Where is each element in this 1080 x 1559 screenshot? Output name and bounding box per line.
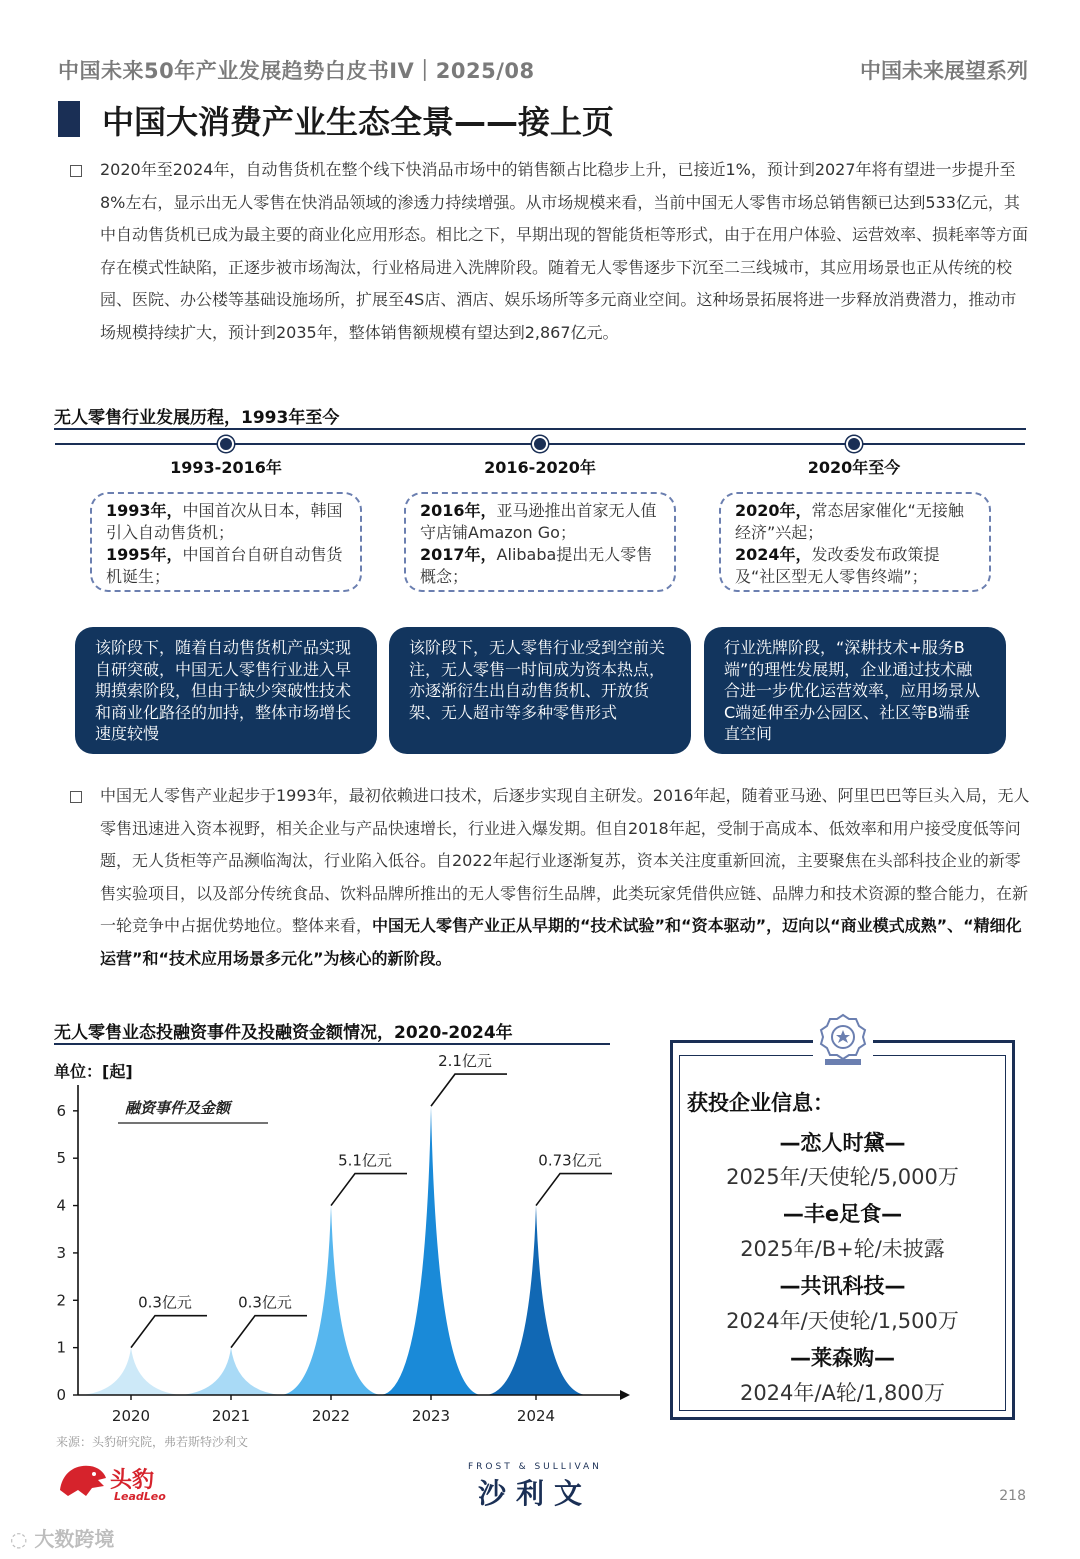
chart-amount-label: 0.3亿元 xyxy=(138,1293,192,1312)
timeline-events-3 xyxy=(719,492,991,592)
event-text: 常态居家催化“无接触经济”兴起； xyxy=(735,501,964,542)
company-funding: 2024年/A轮/1,800万 xyxy=(739,1381,946,1405)
chart-y-tick-label: 6 xyxy=(56,1101,66,1120)
chart-y-tick-label: 0 xyxy=(56,1386,66,1404)
history-text: 中国无人零售产业起步于1993年，最初依赖进口技术，后逐步实现自主研发。2016年起，随着亚马逊、阿里巴巴等巨头入局，无人零售迅速进入资本视野，相关企业与产品快速增长，行业进入爆发期。但自2018年起，受制于高成本、低效率和用户接受度低等问题，无人货柜等产品濒临淘汰，行业陷入低谷。自2022年起行业逐渐复苏，资本关注度重新回流，主要聚焦在头部科技企业的新零售实验项目，以及部分传统食品、饮料品牌所推出的无人零售衍生品牌，此类玩家凭借供应链、品牌力和技术资源的整合能力，在新一轮竞争中占据优势地位。整体来看， xyxy=(100,786,1030,935)
chart-amount-label: 0.73亿元 xyxy=(538,1151,602,1170)
timeline-dot-3 xyxy=(846,436,862,452)
chart-y-tick-label: 3 xyxy=(56,1243,66,1262)
chart-x-tick-label: 2024 xyxy=(516,1407,556,1425)
bullet-square-icon xyxy=(70,791,82,803)
event-year: 1995年， xyxy=(106,545,183,564)
source-note: 来源：头豹研究院，弗若斯特沙利文 xyxy=(56,1435,249,1449)
chart-peak-2021 xyxy=(181,1348,281,1395)
chart-y-unit-label: 单位：[起] xyxy=(54,1062,133,1081)
event-text: 发改委发布政策提及“社区型无人零售终端”； xyxy=(735,545,940,586)
timeline-events-1 xyxy=(90,492,362,592)
page-number: 218 xyxy=(999,1488,1026,1504)
bullet-square-icon xyxy=(70,165,82,177)
chart-leader-line xyxy=(331,1174,407,1206)
frost-sullivan-logo-en: FROST & SULLIVAN xyxy=(468,1462,602,1472)
chart-y-tick-label: 5 xyxy=(56,1149,66,1168)
award-badge-icon xyxy=(813,1009,873,1069)
chart-y-tick-label: 1 xyxy=(56,1338,66,1357)
investment-chart xyxy=(0,1045,640,1435)
event-text: 中国首台自研自动售货机诞生； xyxy=(106,545,343,586)
company-name: —恋人时黛— xyxy=(779,1131,906,1155)
event-year: 1993年， xyxy=(106,501,183,520)
timeline-dot-1 xyxy=(218,436,234,452)
event-year: 2017年， xyxy=(420,545,497,564)
company-name: —共讯科技— xyxy=(779,1274,906,1298)
chart-leader-line xyxy=(536,1174,612,1206)
event-text: Alibaba提出无人零售概念； xyxy=(420,545,653,586)
company-name: —丰e足食— xyxy=(782,1202,903,1226)
chart-x-tick-label: 2023 xyxy=(411,1407,451,1425)
event-text: 中国首次从日本，韩国引入自动售货机； xyxy=(106,501,343,542)
timeline-dot-2 xyxy=(532,436,548,452)
funded-companies-box xyxy=(670,1040,1015,1420)
chart-peak-2022 xyxy=(281,1206,381,1395)
chart-peak-2023 xyxy=(381,1106,481,1395)
timeline-summary-3: 行业洗牌阶段，“深耕技术+服务B端”的理性发展期，企业通过技术融合进一步优化运营效率，应用场景从C端延伸至办公园区、社区等B端垂直空间 xyxy=(704,627,1006,754)
timeline-section-title: 无人零售行业发展历程，1993年至今 xyxy=(54,408,340,428)
chart-x-axis-arrow xyxy=(620,1390,630,1400)
chart-leader-line xyxy=(131,1316,207,1348)
chart-leader-line xyxy=(231,1316,307,1348)
timeline-summary-1: 该阶段下，随着自动售货机产品实现自研突破，中国无人零售行业进入早期摸索阶段，但由于缺少突破性技术和商业化路径的加持，整体市场增长速度较慢 xyxy=(75,627,377,754)
chart-amount-label: 2.1亿元 xyxy=(438,1052,492,1071)
chart-svg xyxy=(0,1045,640,1435)
watermark-text: 大数跨境 xyxy=(34,1527,115,1551)
watermark: ◌ 大数跨境 xyxy=(10,1527,115,1551)
leadleo-logo-icon xyxy=(56,1460,108,1500)
timeline-summary-2: 该阶段下，无人零售行业受到空前关注，无人零售一时间成为资本热点，亦逐渐衍生出自动售货机、开放货架、无人超市等多种零售形式 xyxy=(389,627,691,754)
chart-peak-2020 xyxy=(81,1348,181,1395)
timeline-section-underline xyxy=(54,428,1026,430)
chart-legend-label: 融资事件及金额 xyxy=(125,1099,231,1117)
event-year: 2020年， xyxy=(735,501,812,520)
company-name: —莱森购— xyxy=(790,1346,895,1370)
chart-peak-2024 xyxy=(486,1206,586,1395)
event-year: 2024年， xyxy=(735,545,812,564)
timeline-period-3: 2020年至今 xyxy=(807,458,901,477)
chart-section-title: 无人零售业态投融资事件及投融资金额情况，2020-2024年 xyxy=(54,1023,513,1043)
company-funding: 2025年/天使轮/5,000万 xyxy=(726,1165,959,1189)
chart-y-tick-label: 2 xyxy=(56,1291,66,1310)
timeline-period-1: 1993-2016年 xyxy=(170,458,282,477)
leadleo-logo-en: LeadLeo xyxy=(114,1490,166,1503)
event-year: 2016年， xyxy=(420,501,497,520)
chart-x-tick-label: 2022 xyxy=(311,1407,351,1425)
event-text: 亚马逊推出首家无人值守店铺Amazon Go； xyxy=(420,501,657,542)
header-report-title: 中国未来50年产业发展趋势白皮书IV｜2025/08 xyxy=(58,59,535,83)
chart-amount-label: 5.1亿元 xyxy=(338,1151,392,1170)
chart-leader-line xyxy=(431,1074,507,1106)
chart-y-tick-label: 4 xyxy=(56,1196,66,1215)
timeline-period-2: 2016-2020年 xyxy=(484,458,596,477)
timeline-events-2 xyxy=(404,492,676,592)
company-funding: 2025年/B+轮/未披露 xyxy=(740,1237,945,1261)
intro-paragraph: 2020年至2024年，自动售货机在整个线下快消品市场中的销售额占比稳步上升，已接近1%，预计到2027年将有望进一步提升至8%左右，显示出无人零售在快消品领域的渗透力持续增强。从市场规模来看，当前中国无人零售市场总销售额已达到533亿元，其中自动售货机已成为最主要的商业化应用形态。相比之下，早期出现的智能货柜等形式，由于在用户体验、运营效率、损耗率等方面存在模式性缺陷，正逐步被市场淘汰，行业格局进入洗牌阶段。随着无人零售逐步下沉至二三线城市，其应用场景也正从传统的校园、医院、办公楼等基础设施场所，扩展至4S店、酒店、娱乐场所等多元商业空间。这种场景拓展将进一步释放消费潜力，推动市场规模持续扩大，预计到2035年，整体销售额规模有望达到2,867亿元。 xyxy=(100,160,1029,342)
funded-companies-title: 获投企业信息： xyxy=(687,1091,834,1115)
company-funding: 2024年/天使轮/1,500万 xyxy=(726,1309,959,1333)
history-conclusion: 中国无人零售产业正从早期的“技术试验”和“资本驱动”，迈向以“商业模式成熟”、“精细化运营”和“技术应用场景多元化”为核心的新阶段。 xyxy=(100,916,1022,968)
title-accent-bar xyxy=(58,101,80,137)
frost-sullivan-logo-cn: 沙利文 xyxy=(478,1477,593,1510)
leadleo-logo-cn: 头豹 xyxy=(110,1468,155,1493)
chart-x-tick-label: 2021 xyxy=(211,1407,251,1425)
chart-x-tick-label: 2020 xyxy=(111,1407,151,1425)
page-title: 中国大消费产业生态全景——接上页 xyxy=(102,103,615,141)
chart-amount-label: 0.3亿元 xyxy=(238,1293,292,1312)
history-paragraph xyxy=(100,780,1030,975)
header-series-name: 中国未来展望系列 xyxy=(860,59,1028,83)
